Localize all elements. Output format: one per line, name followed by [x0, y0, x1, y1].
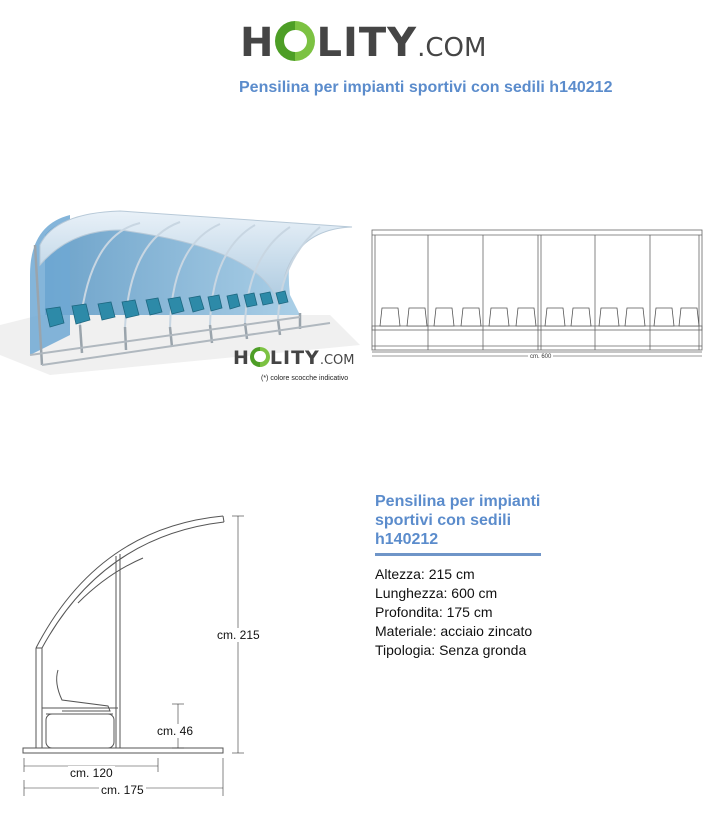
- info-title: Pensilina per impianti sportivi con sedili h140212: [375, 493, 541, 548]
- spec-length: Lunghezza: 600 cm: [375, 585, 498, 601]
- logo-letters: LITY: [316, 20, 418, 66]
- page-title: Pensilina per impianti sportivi con sedili h140212: [239, 79, 613, 96]
- logo-letter-h: H: [240, 20, 275, 66]
- spec-material: Materiale: acciaio zincato: [375, 623, 533, 639]
- inner-depth-label: cm. 120: [70, 766, 113, 780]
- depth-label: cm. 175: [101, 783, 144, 797]
- spec-type: Tipologia: Senza gronda: [375, 642, 527, 658]
- spec-depth: Profondita: 175 cm: [375, 604, 493, 620]
- holity-logo[interactable]: [240, 20, 486, 66]
- side-view-drawing: [18, 508, 268, 800]
- render-logo-domain: .COM: [319, 353, 355, 368]
- render-logo-letters: LITY: [269, 347, 320, 369]
- spec-height: Altezza: 215 cm: [375, 566, 475, 582]
- logo-domain: .COM: [417, 33, 487, 63]
- height-label: cm. 215: [217, 628, 260, 642]
- front-length-label: cm. 600: [530, 354, 552, 360]
- render-logo-letter-h: H: [233, 347, 250, 369]
- render-logo: [233, 347, 354, 369]
- info-divider: [375, 553, 541, 556]
- front-view-drawing: [365, 225, 710, 370]
- render-logo-ring-icon: [250, 347, 270, 367]
- logo-ring-icon: [275, 21, 315, 61]
- seat-height-label: cm. 46: [157, 724, 194, 738]
- color-note: (*) colore scocche indicativo: [261, 375, 349, 382]
